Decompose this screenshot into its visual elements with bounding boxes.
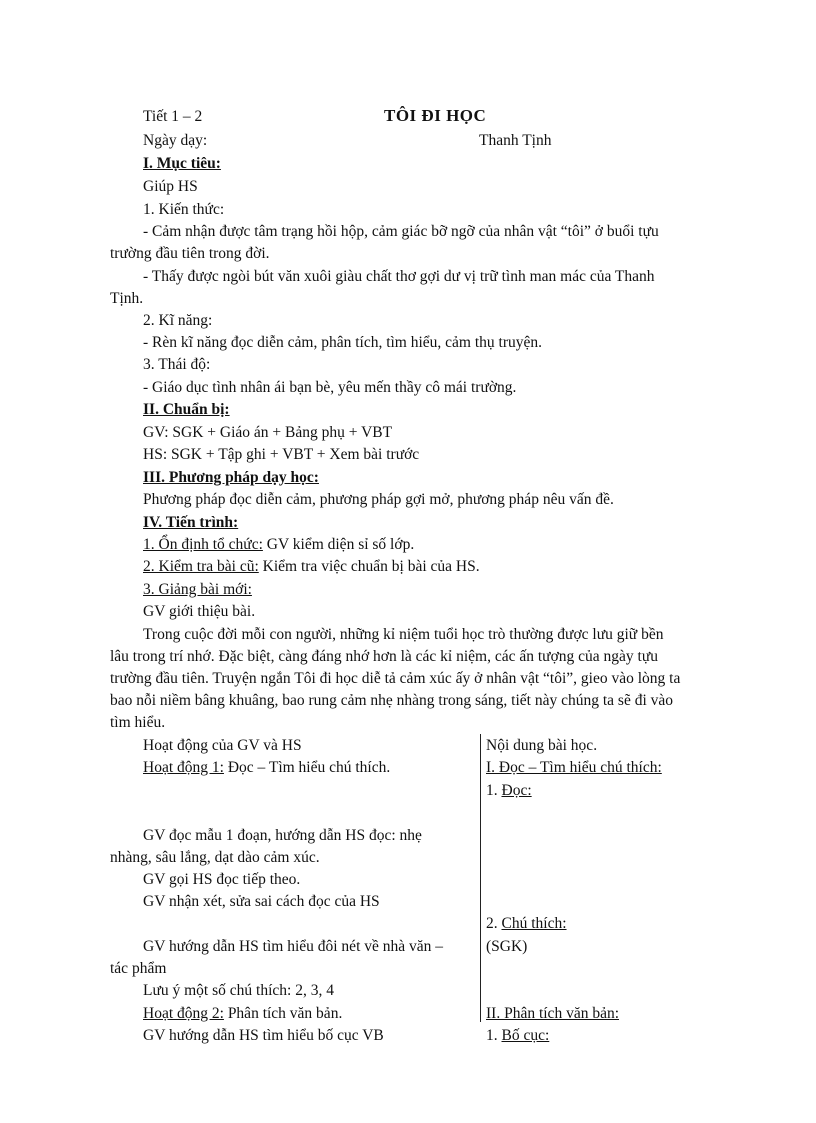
intro-paragraph-line: tìm hiểu. bbox=[110, 714, 166, 731]
intro-paragraph-line: lâu trong trí nhớ. Đặc biệt, càng đáng nhớ hơn là các kỉ niệm, các ấn tượng của ngày tựu bbox=[110, 648, 658, 665]
reading-subheading bbox=[486, 780, 532, 802]
layout-label: Bố cục: bbox=[501, 1027, 550, 1044]
notes-value: (SGK) bbox=[486, 938, 528, 955]
intro-paragraph-line: bao nỗi niềm bâng khuâng, bao rung cảm nhẹ nhàng trong sáng, tiết này chúng ta sẽ đi vào bbox=[110, 692, 674, 709]
step-1-label: 1. Ổn định tổ chức: bbox=[143, 536, 263, 553]
notes-subheading bbox=[486, 913, 567, 935]
methods-heading: III. Phương pháp dạy học: bbox=[143, 469, 319, 486]
lesson-number: Tiết 1 – 2 bbox=[143, 108, 203, 125]
objectives-heading: I. Mục tiêu: bbox=[143, 155, 221, 172]
table-left-header: Hoạt động của GV và HS bbox=[143, 737, 302, 754]
knowledge-item: - Thấy được ngòi bút văn xuôi giàu chất thơ gợi dư vị trữ tình man mác của Thanh bbox=[143, 268, 655, 285]
notes-instruction: GV hướng dẫn HS tìm hiểu đôi nét về nhà văn – bbox=[143, 938, 444, 955]
notes-number: 2. bbox=[486, 915, 502, 932]
intro-paragraph-line: Trong cuộc đời mỗi con người, những kỉ niệm tuổi học trò thường được lưu giữ bền bbox=[143, 626, 664, 643]
reading-number: 1. bbox=[486, 782, 502, 799]
reading-instruction: GV nhận xét, sửa sai cách đọc của HS bbox=[143, 893, 380, 910]
notes-label: Chú thích: bbox=[501, 915, 567, 932]
activity-1-text: Đọc – Tìm hiểu chú thích. bbox=[223, 759, 391, 776]
section-2-heading: II. Phân tích văn bản: bbox=[486, 1005, 620, 1022]
knowledge-item-cont: trường đầu tiên trong đời. bbox=[110, 245, 270, 262]
skills-item: - Rèn kĩ năng đọc diễn cảm, phân tích, tìm hiểu, cảm thụ truyện. bbox=[143, 334, 543, 351]
preparation-teacher: GV: SGK + Giáo án + Bảng phụ + VBT bbox=[143, 424, 393, 441]
step-1-text: GV kiểm diện sỉ số lớp. bbox=[262, 536, 415, 553]
attitude-label: 3. Thái độ: bbox=[143, 356, 211, 373]
step-2-label: 2. Kiểm tra bài cũ: bbox=[143, 558, 259, 575]
reading-label: Đọc: bbox=[501, 782, 532, 799]
activity-1 bbox=[143, 757, 390, 779]
activity-2 bbox=[143, 1003, 342, 1025]
activity-2-text: Phân tích văn bản. bbox=[223, 1005, 343, 1022]
section-1-heading: I. Đọc – Tìm hiểu chú thích: bbox=[486, 759, 662, 776]
knowledge-item-cont: Tịnh. bbox=[110, 290, 144, 307]
intro-paragraph-line: trường đầu tiên. Truyện ngắn Tôi đi học diễ tả cảm xúc ấy ở nhân vật “tôi”, gieo vào lòng ta bbox=[110, 670, 681, 687]
notes-instruction: Lưu ý một số chú thích: 2, 3, 4 bbox=[143, 982, 334, 999]
date-label: Ngày dạy: bbox=[143, 132, 208, 149]
process-step-2 bbox=[143, 556, 480, 578]
preparation-student: HS: SGK + Tập ghi + VBT + Xem bài trước bbox=[143, 446, 420, 463]
layout-number: 1. bbox=[486, 1027, 502, 1044]
reading-instruction-cont: nhàng, sâu lắng, dạt dào cảm xúc. bbox=[110, 849, 320, 866]
activity-1-label: Hoạt động 1: bbox=[143, 759, 224, 776]
activity-2-label: Hoạt động 2: bbox=[143, 1005, 224, 1022]
knowledge-item: - Cảm nhận được tâm trạng hồi hộp, cảm giác bỡ ngỡ của nhân vật “tôi” ở buổi tựu bbox=[143, 223, 659, 240]
reading-instruction: GV đọc mẫu 1 đoạn, hướng dẫn HS đọc: nhẹ bbox=[143, 827, 422, 844]
methods-text: Phương pháp đọc diễn cảm, phương pháp gợi mở, phương pháp nêu vấn đề. bbox=[143, 491, 614, 508]
table-divider bbox=[480, 734, 481, 1022]
notes-instruction-cont: tác phẩm bbox=[110, 960, 167, 977]
page-title: TÔI ĐI HỌC bbox=[384, 106, 487, 125]
process-heading: IV. Tiến trình: bbox=[143, 514, 239, 531]
process-step-1 bbox=[143, 534, 414, 556]
table-right-header: Nội dung bài học. bbox=[486, 737, 598, 754]
reading-instruction: GV gọi HS đọc tiếp theo. bbox=[143, 871, 301, 888]
process-step-3: 3. Giảng bài mới: bbox=[143, 581, 252, 598]
layout-subheading bbox=[486, 1025, 549, 1047]
layout-instruction: GV hướng dẫn HS tìm hiểu bố cục VB bbox=[143, 1027, 384, 1044]
preparation-heading: II. Chuẩn bị: bbox=[143, 401, 230, 418]
attitude-item: - Giáo dục tình nhân ái bạn bè, yêu mến thầy cô mái trường. bbox=[143, 379, 517, 396]
objectives-intro: Giúp HS bbox=[143, 178, 198, 195]
author-name: Thanh Tịnh bbox=[479, 132, 552, 149]
skills-label: 2. Kĩ năng: bbox=[143, 312, 213, 329]
lesson-intro: GV giới thiệu bài. bbox=[143, 603, 256, 620]
step-2-text: Kiểm tra việc chuẩn bị bài của HS. bbox=[258, 558, 480, 575]
knowledge-label: 1. Kiến thức: bbox=[143, 201, 225, 218]
